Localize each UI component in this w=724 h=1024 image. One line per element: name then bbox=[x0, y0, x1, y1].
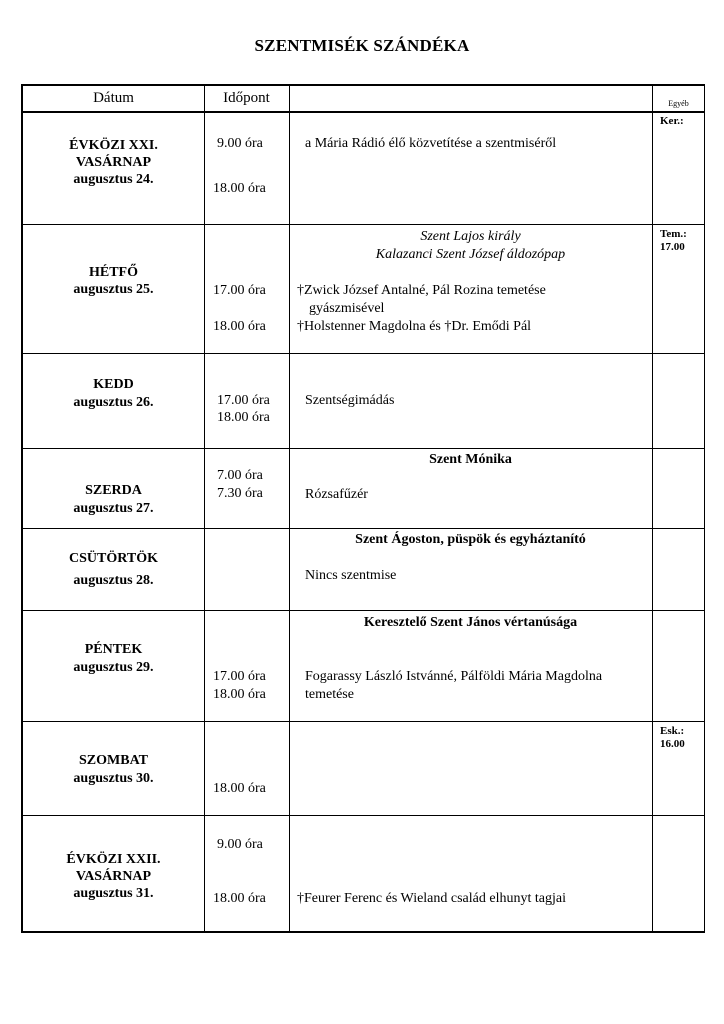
row-time: 18.00 óra bbox=[213, 181, 266, 196]
header-divider bbox=[23, 111, 704, 113]
row-day: ÉVKÖZI XXII. bbox=[66, 852, 161, 867]
row-feast: Szent Mónika bbox=[429, 452, 512, 467]
row-time: 18.00 óra bbox=[217, 410, 270, 425]
header-time: Időpont bbox=[223, 90, 270, 106]
row-intent: †Zwick József Antalné, Pál Rozina temetése bbox=[297, 283, 546, 298]
row-date: augusztus 27. bbox=[73, 501, 154, 516]
row-intent: Rózsafűzér bbox=[305, 487, 368, 502]
mass-intentions-table bbox=[21, 84, 705, 933]
row-time: 17.00 óra bbox=[213, 669, 266, 684]
row-feast: Szent Lajos király bbox=[420, 229, 521, 244]
row-feast: Kalazanci Szent József áldozópap bbox=[375, 247, 566, 262]
column-divider-date bbox=[204, 86, 205, 931]
row-time: 9.00 óra bbox=[217, 837, 263, 852]
row-date: augusztus 29. bbox=[73, 660, 154, 675]
row-divider bbox=[23, 610, 704, 611]
row-time: 17.00 óra bbox=[213, 283, 266, 298]
row-intent: Nincs szentmise bbox=[305, 568, 397, 583]
row-intent: gyászmisével bbox=[309, 301, 385, 316]
header-other: Egyéb bbox=[668, 99, 689, 108]
row-divider bbox=[23, 353, 704, 354]
page-title: SZENTMISÉK SZÁNDÉKA bbox=[254, 36, 470, 55]
row-time: 18.00 óra bbox=[213, 781, 266, 796]
row-feast: Keresztelő Szent János vértanúsága bbox=[363, 615, 578, 630]
row-time: 17.00 óra bbox=[217, 393, 270, 408]
row-feast: Szent Ágoston, püspök és egyháztanító bbox=[355, 532, 586, 547]
row-time: 18.00 óra bbox=[213, 891, 266, 906]
row-other: Esk.: bbox=[660, 725, 685, 737]
row-other: Ker.: bbox=[660, 115, 684, 127]
row-intent: †Feurer Ferenc és Wieland család elhunyt tagjai bbox=[297, 891, 566, 906]
row-time: 18.00 óra bbox=[213, 687, 266, 702]
row-time: 9.00 óra bbox=[217, 136, 263, 151]
row-other: 16.00 bbox=[660, 738, 685, 750]
row-other: Tem.: bbox=[660, 228, 687, 240]
row-divider bbox=[23, 224, 704, 225]
row-date: augusztus 24. bbox=[73, 172, 154, 187]
header-date: Dátum bbox=[93, 90, 134, 106]
row-divider bbox=[23, 448, 704, 449]
row-date: augusztus 31. bbox=[73, 886, 154, 901]
row-date: augusztus 26. bbox=[73, 395, 154, 410]
row-time: 18.00 óra bbox=[213, 319, 266, 334]
row-time: 7.30 óra bbox=[217, 486, 263, 501]
row-other: 17.00 bbox=[660, 241, 685, 253]
row-day: SZOMBAT bbox=[79, 753, 148, 768]
row-date: augusztus 25. bbox=[73, 282, 154, 297]
row-intent: Szentségimádás bbox=[305, 393, 395, 408]
row-date: augusztus 30. bbox=[73, 771, 154, 786]
row-day: PÉNTEK bbox=[84, 642, 143, 657]
row-day: SZERDA bbox=[85, 483, 142, 498]
row-day: KEDD bbox=[93, 377, 134, 392]
row-divider bbox=[23, 721, 704, 722]
row-time: 7.00 óra bbox=[217, 468, 263, 483]
row-day: VASÁRNAP bbox=[75, 155, 152, 170]
row-date: augusztus 28. bbox=[73, 573, 154, 588]
row-intent: temetése bbox=[305, 687, 354, 702]
column-divider-intent bbox=[652, 86, 653, 931]
row-divider bbox=[23, 815, 704, 816]
row-divider bbox=[23, 528, 704, 529]
row-day: HÉTFŐ bbox=[88, 265, 138, 280]
row-day: CSÜTÖRTÖK bbox=[69, 551, 158, 566]
row-intent: †Holstenner Magdolna és †Dr. Emődi Pál bbox=[297, 319, 532, 334]
row-intent: Fogarassy László Istvánné, Pálföldi Mária Magdolna bbox=[305, 669, 603, 684]
row-intent: a Mária Rádió élő közvetítése a szentmiséről bbox=[305, 136, 557, 151]
column-divider-time bbox=[289, 86, 290, 931]
row-day: ÉVKÖZI XXI. bbox=[69, 138, 158, 153]
row-day: VASÁRNAP bbox=[75, 869, 152, 884]
